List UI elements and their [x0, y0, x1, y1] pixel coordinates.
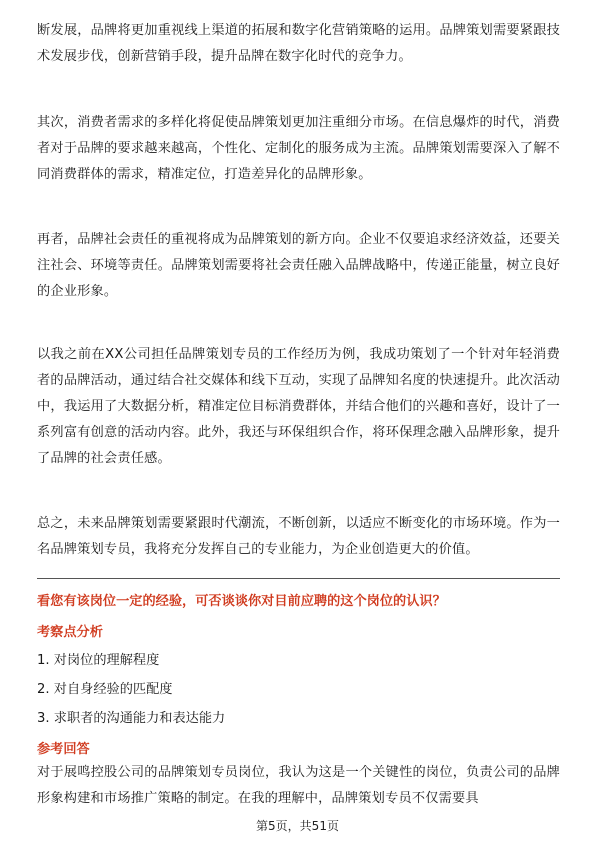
section-divider [37, 578, 560, 579]
paragraph-social-responsibility: 再者，品牌社会责任的重视将成为品牌策划的新方向。企业不仅要追求经济效益，还要关注社会、环境等责任。品牌策划需要将社会责任融入品牌战略中，传递正能量，树立良好的企业形象。 [37, 232, 560, 299]
paragraph-consumer-diversity: 其次，消费者需求的多样化将促使品牌策划更加注重细分市场。在信息爆炸的时代，消费者对于品牌的要求越来越高，个性化、定制化的服务成为主流。品牌策划需要深入了解不同消费群体的需求，精准定位，打造差异化的品牌形象。 [37, 115, 560, 182]
answer-heading: 参考回答 [37, 742, 90, 757]
analysis-point-2: 2. 对自身经验的匹配度 [37, 682, 173, 697]
paragraph-conclusion: 总之，未来品牌策划需要紧跟时代潮流，不断创新，以适应不断变化的市场环境。作为一名品牌策划专员，我将充分发挥自己的专业能力，为企业创造更大的价值。 [37, 516, 560, 557]
paragraph-work-experience: 以我之前在XX公司担任品牌策划专员的工作经历为例，我成功策划了一个针对年轻消费者的品牌活动，通过结合社交媒体和线下互动，实现了品牌知名度的快速提升。此次活动中，我运用了大数据分析，精准定位目标消费群体，并结合他们的兴趣和喜好，设计了一系列富有创意的活动内容。此外，我还与环保组织合作，将环保理念融入品牌形象，提升了品牌的社会责任感。 [37, 347, 560, 466]
analysis-point-1: 1. 对岗位的理解程度 [37, 653, 160, 668]
paragraph-digital-trend: 断发展，品牌将更加重视线上渠道的拓展和数字化营销策略的运用。品牌策划需要紧跟技术发展步伐，创新营销手段，提升品牌在数字化时代的竞争力。 [37, 23, 560, 64]
answer-paragraph: 对于展鸣控股公司的品牌策划专员岗位，我认为这是一个关键性的岗位，负责公司的品牌形象构建和市场推广策略的制定。在我的理解中，品牌策划专员不仅需要具 [37, 765, 560, 806]
analysis-point-3: 3. 求职者的沟通能力和表达能力 [37, 711, 226, 726]
analysis-heading: 考察点分析 [37, 625, 103, 640]
interview-question: 看您有该岗位一定的经验，可否谈谈你对目前应聘的这个岗位的认识？ [37, 594, 446, 609]
page-footer: 第5页，共51页 [256, 819, 339, 833]
